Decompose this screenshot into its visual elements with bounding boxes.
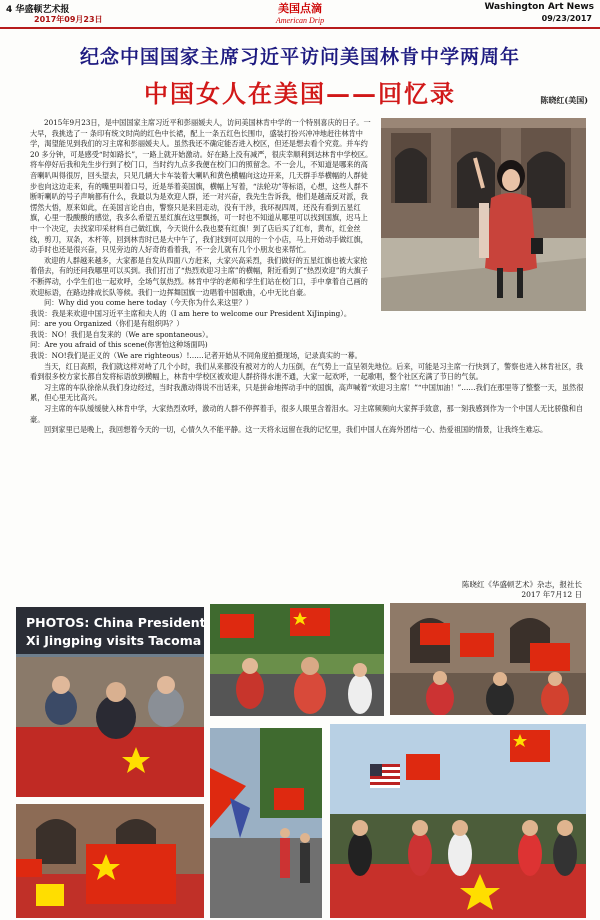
paragraph-3: 当天，红日高照，我们就这样对峙了几个小时，我们从来都没有被对方的人力压倒，在气势上一直呈领先地位。后来，可能是习主席一行快到了，警察也进入林肯社区，我看到很多校方家长都自发将标语放到横幅上，林肯中学校区被欢迎人群挤得水泄不通，大家一起欢呼，一起歌唱，整个社区充满了节日的气氛。: [30, 361, 584, 382]
photos-caption: PHOTOS: China President Xi Jingping visits Tacoma: [26, 615, 206, 648]
paragraph-4: 习主席的车队徐徐从我们身边经过，当时我激动得说不出话来，只是拼命地挥动手中的国旗，高声喊着“欢迎习主席！”“中国加油！”……我们在那里等了整整一天，虽然很累，但心里无比高兴。: [30, 382, 584, 403]
author-photo-image: [381, 118, 586, 311]
signature-author: 陈晓红《华盛顿艺术》杂志，报社长: [462, 580, 582, 589]
author-photo: [381, 118, 586, 311]
paragraph-1: 2015年9月23日，是中国国家主席习近平和彭丽媛夫人，访问美国林肯中学的一个特别喜庆的日子。一大早，我挑选了一 条印有统文时尚的红色中长裙，配上一条五红色长围巾，盛装打扮兴冲冲地赶往林肯中学，渴望能见到我们的习主席和彭丽媛夫人。虽然我还不确定能否进入校区，但还是想去看个究竟。并车约20 多分钟，可是感受“时如路长”，一路上就开始激动。好在路上没有减严，很庆幸顺利到达林肯中学校区。将车停好后我和先生步行到了校门口，当时约九点多我便在校门口的照留念。不一会儿，不知道是哪来的高音喇叭叫得很厉，回头望去，只见几辆大卡车装着大喇叭和黄色横幅向这边开来，几天群手举横幅的人群徒步也向这边走来，有的嘴里叫着口号，近是举着美国旗，横幅上写着，“法轮功”等标语，心想，这些人群不断听喇叭的号子声响都有什么，我最以为是欢迎人群，还一对兴奋，我先生告诉我，他们是越南反对派，我愣然大悟，原来如此，在美国言论自由，警察只是来回走动，没有干涉，我环视四周，还没有看到五星红旗，心里一股酸酸的感觉，我多么希望五星红旗在这里飘扬，可一时也不知道从哪里可以找到国旗，迟马上中一个决定，去找家印采材料自己做红旗，今天说什么我也要有红旗！到了店后买了红布，黄布，红金丝线，剪刀，双条，木杆等，回到林肯时已是大中午了，我们找到可以用的一个小店，马上开始动手做红旗，动手时也还是很兴奋，只见旁边的人好奇的看着我，不一会儿就有几个小朋友也来帮忙。: [30, 118, 373, 255]
date-right: 09/23/2017: [541, 14, 592, 23]
photo-crowd-flags-image: [210, 604, 384, 716]
photo-flags-rally-image: [330, 724, 586, 918]
photo-flags-rally: [330, 724, 586, 918]
page-number: 4: [6, 5, 13, 15]
section-title-en: American Drip: [275, 16, 325, 25]
signature-date: 2017 年7月12 日: [521, 590, 582, 599]
interview-qa: 问：Why did you come here today（今天你为什么来这里？） 我说：我是来欢迎中国习近平主席和夫人的（I am here to welcome our President XiJinping）。 问：are you Organized（你们是有组织吗？） 我说：NO！我们是自发来的（We are spontaneous）。 问：Are you afraid of this scene(你害怕这种场面吗) 我说：NO!我们是正义的（We are righteous）!……记者开始从不同角度拍摄现场，记录真实的一幕。: [30, 298, 362, 361]
us-flag-icon: [370, 764, 400, 788]
photo-crowd-flags: [210, 604, 384, 716]
paragraph-5: 习主席的车队缓缓驶入林肯中学，大家热烈欢呼，激动的人群不停挥着手，很多人眼里含着泪水。习主席频频向大家挥手致意，那一刻我感到作为一个中国人无比骄傲和自豪。: [30, 404, 584, 424]
paper-name-en: Washington Art News: [484, 2, 594, 12]
photo-school-entrance: [16, 804, 204, 918]
photo-street-flags: [210, 728, 322, 918]
photo-school-entrance-image: [16, 804, 204, 918]
date-left: 2017年09月23日: [34, 15, 103, 24]
photo-flag-group-image: [390, 603, 586, 715]
section-title-cn: 美国点滴: [278, 2, 322, 15]
paper-name-cn: 华盛顿艺术报: [15, 5, 70, 15]
subheadline: 中国女人在美国——回忆录: [144, 79, 456, 108]
paragraph-6: 回到家里已是晚上，我回想着今天的一切，心情久久不能平静。这一天将永远留在我的记忆里，我们中国人在海外团结一心、热爱祖国的情景，让我终生难忘。: [44, 425, 548, 435]
signature: [462, 580, 582, 600]
paragraph-2: 欢迎的人群越来越多，大家都是自发从四面八方赶来，大家兴高采烈，我们做好的五星红旗也被大家抢着借去，有的还问我哪里可以买到。我们打出了“热烈欢迎习主席”的横幅，附近看到了“热烈欢迎”的大旗子不断挥动，小学生们也一起欢呼，全场气氛热烈。林肯中学的老师和学生们站在校门口，手中拿着自己画的欢迎标语，在路边排成长队等候。我们一边挥舞国旗一边唱着中国歌曲，心中无比自豪。: [30, 255, 369, 297]
newspaper-header: [0, 0, 600, 28]
photo-flag-group: [390, 603, 586, 715]
article-body: [30, 118, 586, 588]
photo-street-flags-image: [210, 728, 322, 918]
headline: 纪念中国国家主席习近平访问美国林肯中学两周年: [79, 46, 520, 68]
header-divider: [0, 27, 600, 29]
author-byline: 陈晓红(美国): [540, 95, 588, 105]
section-title: [276, 0, 324, 25]
